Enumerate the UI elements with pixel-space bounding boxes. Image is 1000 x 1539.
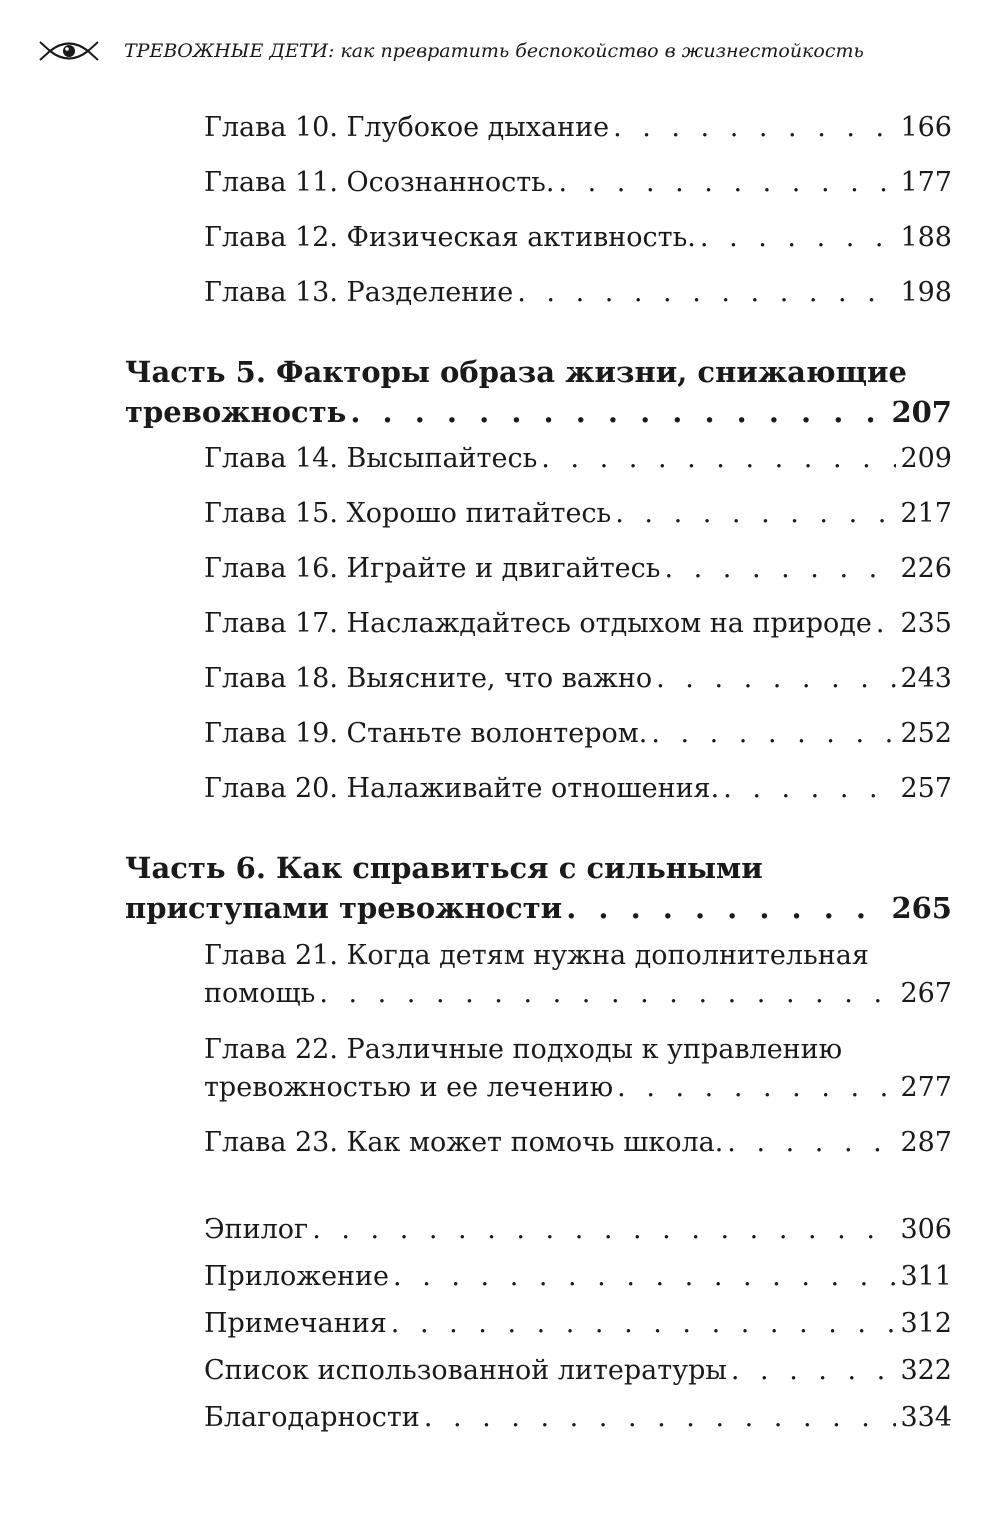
page-number: 198 (900, 277, 952, 308)
page-number: 226 (900, 553, 952, 584)
page-number: 177 (900, 167, 952, 198)
leader-dots (517, 274, 896, 312)
toc-label-line1: Глава 22. Различные подходы к управлению (204, 1034, 843, 1065)
toc-label: Глава 15. Хорошо питайтесь (204, 498, 612, 529)
leader-dots (350, 392, 887, 432)
toc-label: Глава 11. Осознанность. (204, 167, 555, 198)
leader-dots (312, 1211, 896, 1249)
page-number: 277 (900, 1072, 952, 1103)
leader-dots (700, 219, 897, 257)
toc-entry-chapter-14[interactable] (204, 440, 952, 478)
toc-label: Список использованной литературы (204, 1355, 727, 1386)
page-number: 311 (900, 1261, 952, 1292)
toc-entry-chapter-10[interactable] (204, 109, 952, 147)
toc-entry-chapter-20[interactable] (204, 770, 952, 808)
toc-part-title-line2: тревожность (125, 395, 347, 429)
toc-label: Глава 16. Играйте и двигайтесь (204, 553, 661, 584)
toc-label: Глава 13. Разделение (204, 277, 514, 308)
toc-label-line2: тревожностью и ее лечению (204, 1072, 614, 1103)
toc-entry-chapter-11[interactable] (204, 164, 952, 202)
eye-icon (38, 38, 100, 64)
page-number: 267 (900, 978, 952, 1009)
toc-label: Глава 17. Наслаждайтесь отдыхом на природе (204, 608, 872, 639)
toc-label: Глава 20. Налаживайте отношения. (204, 773, 720, 804)
toc-label: Приложение (204, 1261, 390, 1292)
toc-part-title-line1: Часть 6. Как справиться с сильными (125, 851, 763, 885)
toc-entry-chapter-23[interactable] (204, 1124, 952, 1162)
toc-label: Глава 14. Высыпайтесь (204, 443, 538, 474)
leader-dots (615, 495, 896, 533)
toc-entry-part-6[interactable] (125, 848, 952, 928)
toc-entry-part-5[interactable] (125, 352, 952, 432)
leader-dots (566, 888, 887, 928)
toc-part-title-line1: Часть 5. Факторы образа жизни, снижающие (125, 355, 907, 389)
toc-entry-references[interactable] (204, 1352, 952, 1390)
running-title: ТРЕВОЖНЫЕ ДЕТИ: как превратить беспокойство в жизнестойкость (124, 40, 864, 62)
leader-dots (876, 605, 897, 643)
toc-label-line2: помощь (204, 978, 316, 1009)
toc-entry-acknowledgments[interactable] (204, 1399, 952, 1437)
toc-entry-epilogue[interactable] (204, 1211, 952, 1249)
toc-entry-appendix[interactable] (204, 1258, 952, 1296)
page-number: 312 (900, 1308, 952, 1339)
toc-label: Благодарности (204, 1402, 420, 1433)
leader-dots (617, 1069, 896, 1107)
page-number: 188 (900, 222, 952, 253)
leader-dots (393, 1258, 896, 1296)
leader-dots (319, 975, 896, 1013)
leader-dots (656, 660, 896, 698)
page-number: 322 (900, 1355, 952, 1386)
leader-dots (651, 715, 896, 753)
toc-label: Глава 23. Как может помочь школа. (204, 1127, 724, 1158)
page-number: 243 (900, 663, 952, 694)
toc-entry-chapter-15[interactable] (204, 495, 952, 533)
toc-entry-chapter-22[interactable] (204, 1031, 952, 1107)
leader-dots (664, 550, 896, 588)
toc-entry-chapter-18[interactable] (204, 660, 952, 698)
toc-label: Эпилог (204, 1214, 309, 1245)
toc-label: Глава 12. Физическая активность. (204, 222, 696, 253)
page-number: 209 (900, 443, 952, 474)
page-number: 306 (900, 1214, 952, 1245)
toc-label: Примечания (204, 1308, 387, 1339)
leader-dots (613, 109, 896, 147)
toc-entry-notes[interactable] (204, 1305, 952, 1343)
leader-dots (558, 164, 896, 202)
running-head (38, 38, 864, 64)
leader-dots (723, 770, 896, 808)
leader-dots (424, 1399, 897, 1437)
page-number: 235 (900, 608, 952, 639)
toc-entry-chapter-12[interactable] (204, 219, 952, 257)
toc-label: Глава 18. Выясните, что важно (204, 663, 653, 694)
toc-entry-chapter-19[interactable] (204, 715, 952, 753)
leader-dots (731, 1352, 897, 1390)
toc-entry-chapter-21[interactable] (204, 937, 952, 1013)
toc-entry-chapter-16[interactable] (204, 550, 952, 588)
toc-label: Глава 10. Глубокое дыхание (204, 112, 610, 143)
toc-part-title-line2: приступами тревожности (125, 891, 563, 925)
toc-entry-chapter-13[interactable] (204, 274, 952, 312)
toc-label-line1: Глава 21. Когда детям нужна дополнительная (204, 940, 869, 971)
leader-dots (541, 440, 896, 478)
toc-entry-chapter-17[interactable] (204, 605, 952, 643)
page-number: 287 (900, 1127, 952, 1158)
page-number: 334 (900, 1402, 952, 1433)
page-number: 207 (891, 395, 952, 429)
page-number: 217 (900, 498, 952, 529)
toc-label: Глава 19. Станьте волонтером. (204, 718, 648, 749)
leader-dots (727, 1124, 896, 1162)
page-number: 166 (900, 112, 952, 143)
page-number: 265 (891, 891, 952, 925)
page-number: 252 (900, 718, 952, 749)
leader-dots (391, 1305, 897, 1343)
page-number: 257 (900, 773, 952, 804)
